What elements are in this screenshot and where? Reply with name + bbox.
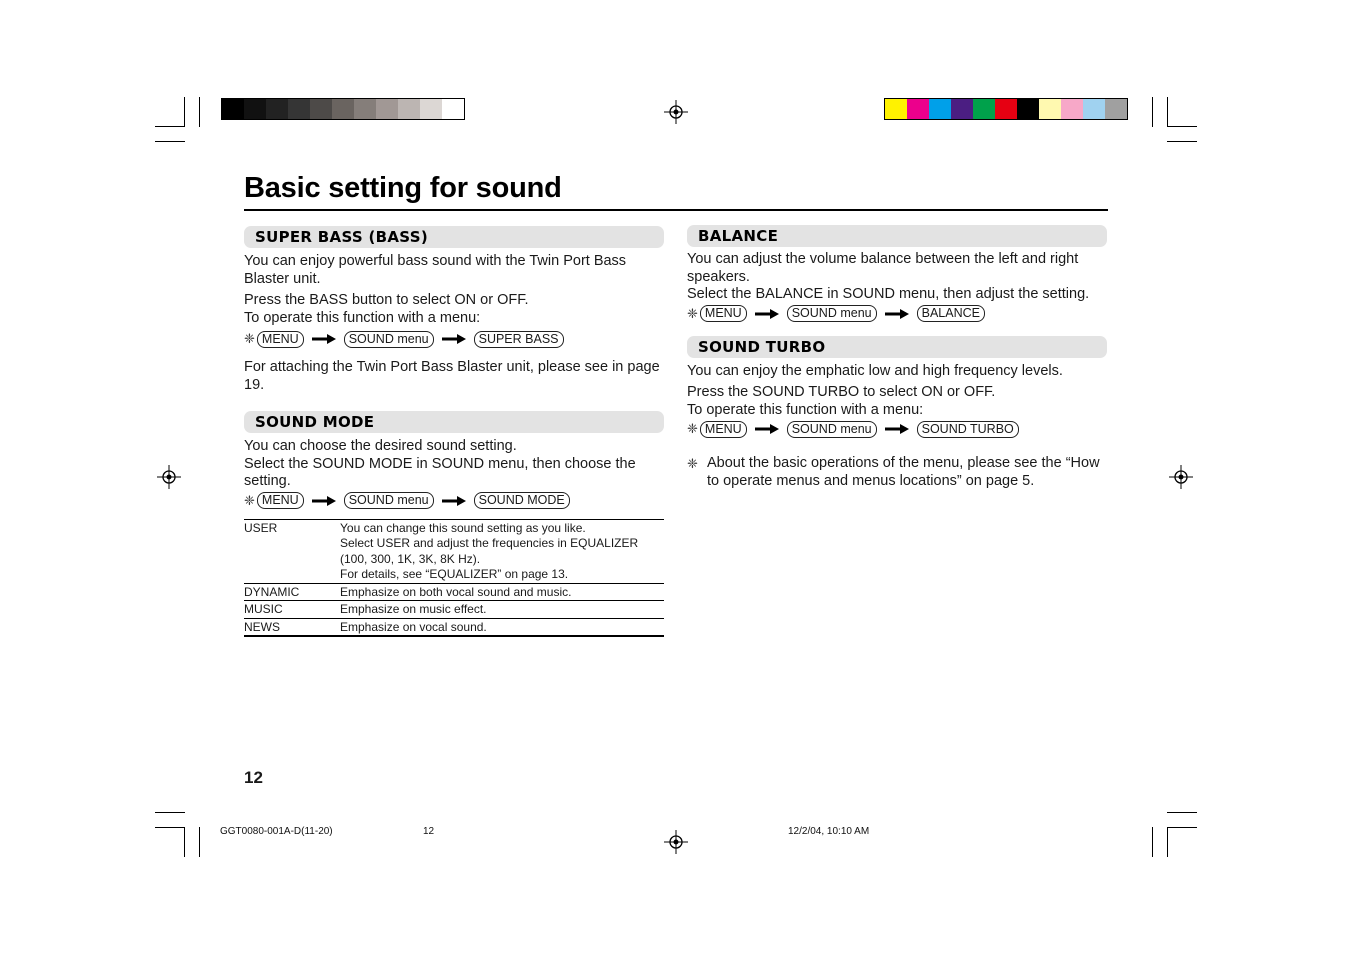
color-swatch bbox=[907, 99, 929, 119]
super-bass-heading: SUPER BASS (BASS) bbox=[244, 226, 664, 248]
sound-turbo-press: Press the SOUND TURBO to select ON or OFF. bbox=[687, 384, 996, 400]
color-swatch bbox=[951, 99, 973, 119]
note-mark-icon: ❈ bbox=[687, 421, 698, 437]
table-row bbox=[244, 601, 664, 619]
sound-mode-heading: SOUND MODE bbox=[244, 411, 664, 433]
mode-name: DYNAMIC bbox=[244, 584, 300, 599]
color-swatch bbox=[442, 99, 464, 119]
super-bass-menu-intro: To operate this function with a menu: bbox=[244, 309, 481, 326]
right-arrow-icon bbox=[885, 424, 909, 434]
right-arrow-icon bbox=[442, 334, 466, 344]
color-swatch bbox=[288, 99, 310, 119]
right-arrow-icon bbox=[312, 334, 336, 344]
right-arrow-icon bbox=[885, 309, 909, 319]
gray-swatch-bar bbox=[221, 98, 465, 120]
footer-timestamp: 12/2/04, 10:10 AM bbox=[788, 826, 870, 837]
color-swatch bbox=[222, 99, 244, 119]
note-mark-icon: ❈ bbox=[244, 331, 255, 347]
mode-description bbox=[340, 601, 664, 619]
mode-description-line: Emphasize on both vocal sound and music. bbox=[340, 584, 572, 599]
registration-target-icon bbox=[664, 830, 688, 854]
sound-turbo-key: SOUND TURBO bbox=[917, 421, 1019, 438]
super-bass-key: SUPER BASS bbox=[474, 331, 564, 348]
color-swatch bbox=[376, 99, 398, 119]
balance-intro: You can adjust the volume balance between the left and right speakers. bbox=[687, 251, 1079, 285]
menu-key: MENU bbox=[257, 492, 304, 509]
color-swatch bbox=[1039, 99, 1061, 119]
registration-target-icon bbox=[664, 100, 688, 124]
note-mark-icon: ❈ bbox=[687, 305, 698, 321]
color-swatch bbox=[1083, 99, 1105, 119]
note-mark-icon: ❈ bbox=[244, 492, 255, 508]
note-mark-icon: ❈ bbox=[687, 456, 698, 471]
footer-doc-code: GGT0080-001A-D(11-20) bbox=[220, 826, 333, 837]
registration-target-icon bbox=[157, 465, 181, 489]
super-bass-press: Press the BASS button to select ON or OFF. bbox=[244, 292, 529, 308]
mode-name: USER bbox=[244, 520, 278, 535]
right-arrow-icon bbox=[312, 496, 336, 506]
mode-description bbox=[340, 618, 664, 636]
title-rule bbox=[244, 209, 1108, 211]
color-swatch bbox=[973, 99, 995, 119]
menu-key: MENU bbox=[700, 305, 747, 322]
table-row bbox=[244, 583, 664, 601]
balance-select: Select the BALANCE in SOUND menu, then adjust the setting. bbox=[687, 286, 1090, 302]
table-row bbox=[244, 519, 664, 583]
right-arrow-icon bbox=[442, 496, 466, 506]
color-swatch bbox=[1017, 99, 1039, 119]
color-swatch bbox=[885, 99, 907, 119]
color-swatch bbox=[420, 99, 442, 119]
mode-name: NEWS bbox=[244, 619, 280, 634]
menu-reference-note bbox=[687, 455, 1107, 490]
page-title: Basic setting for sound bbox=[244, 172, 562, 204]
mode-name: MUSIC bbox=[244, 602, 283, 616]
color-swatch bbox=[398, 99, 420, 119]
left-column bbox=[244, 226, 664, 637]
menu-key: MENU bbox=[257, 331, 304, 348]
mode-description bbox=[340, 519, 664, 583]
color-swatch bbox=[1105, 99, 1127, 119]
super-bass-attach-note: For attaching the Twin Port Bass Blaster unit, please see in page 19. bbox=[244, 359, 660, 393]
menu-reference-text: About the basic operations of the menu, please see the “How to operate menus and menus locations” on page 5. bbox=[707, 455, 1100, 489]
right-column bbox=[687, 225, 1107, 490]
color-swatch bbox=[1061, 99, 1083, 119]
color-swatch bbox=[929, 99, 951, 119]
right-arrow-icon bbox=[755, 309, 779, 319]
sound-mode-table bbox=[244, 519, 664, 638]
menu-key: MENU bbox=[700, 421, 747, 438]
sound-menu-key: SOUND menu bbox=[344, 492, 434, 509]
balance-menu-path bbox=[687, 304, 1107, 324]
sound-menu-key: SOUND menu bbox=[787, 305, 877, 322]
color-swatch-bar bbox=[884, 98, 1128, 120]
mode-description-line: Select USER and adjust the frequencies in EQUALIZER (100, 300, 1K, 3K, 8K Hz). bbox=[340, 536, 639, 566]
sound-turbo-intro: You can enjoy the emphatic low and high frequency levels. bbox=[687, 362, 1063, 379]
sound-mode-key: SOUND MODE bbox=[474, 492, 570, 509]
sound-menu-key: SOUND menu bbox=[787, 421, 877, 438]
sound-turbo-heading: SOUND TURBO bbox=[687, 336, 1107, 358]
sound-turbo-menu-intro: To operate this function with a menu: bbox=[687, 401, 924, 418]
balance-heading: BALANCE bbox=[687, 225, 1107, 247]
mode-description-line: For details, see “EQUALIZER” on page 13. bbox=[340, 567, 569, 581]
color-swatch bbox=[244, 99, 266, 119]
footer-page: 12 bbox=[423, 826, 435, 837]
color-swatch bbox=[332, 99, 354, 119]
sound-turbo-menu-path bbox=[687, 419, 1107, 439]
color-swatch bbox=[995, 99, 1017, 119]
color-swatch bbox=[354, 99, 376, 119]
super-bass-intro: You can enjoy powerful bass sound with the Twin Port Bass Blaster unit. bbox=[244, 253, 627, 287]
right-arrow-icon bbox=[755, 424, 779, 434]
mode-description bbox=[340, 583, 664, 601]
mode-description-line: Emphasize on vocal sound. bbox=[340, 619, 487, 634]
table-row bbox=[244, 618, 664, 636]
sound-mode-intro: You can choose the desired sound setting. bbox=[244, 438, 517, 454]
mode-description-line: Emphasize on music effect. bbox=[340, 602, 487, 616]
sound-menu-key: SOUND menu bbox=[344, 331, 434, 348]
mode-description-line: You can change this sound setting as you like. bbox=[340, 520, 586, 535]
registration-target-icon bbox=[1169, 465, 1193, 489]
color-swatch bbox=[266, 99, 288, 119]
sound-mode-menu-path bbox=[244, 491, 664, 511]
page-number: 12 bbox=[244, 768, 263, 787]
color-swatch bbox=[310, 99, 332, 119]
sound-mode-select: Select the SOUND MODE in SOUND menu, then choose the setting. bbox=[244, 455, 636, 489]
balance-key: BALANCE bbox=[917, 305, 985, 322]
super-bass-menu-path bbox=[244, 329, 664, 349]
